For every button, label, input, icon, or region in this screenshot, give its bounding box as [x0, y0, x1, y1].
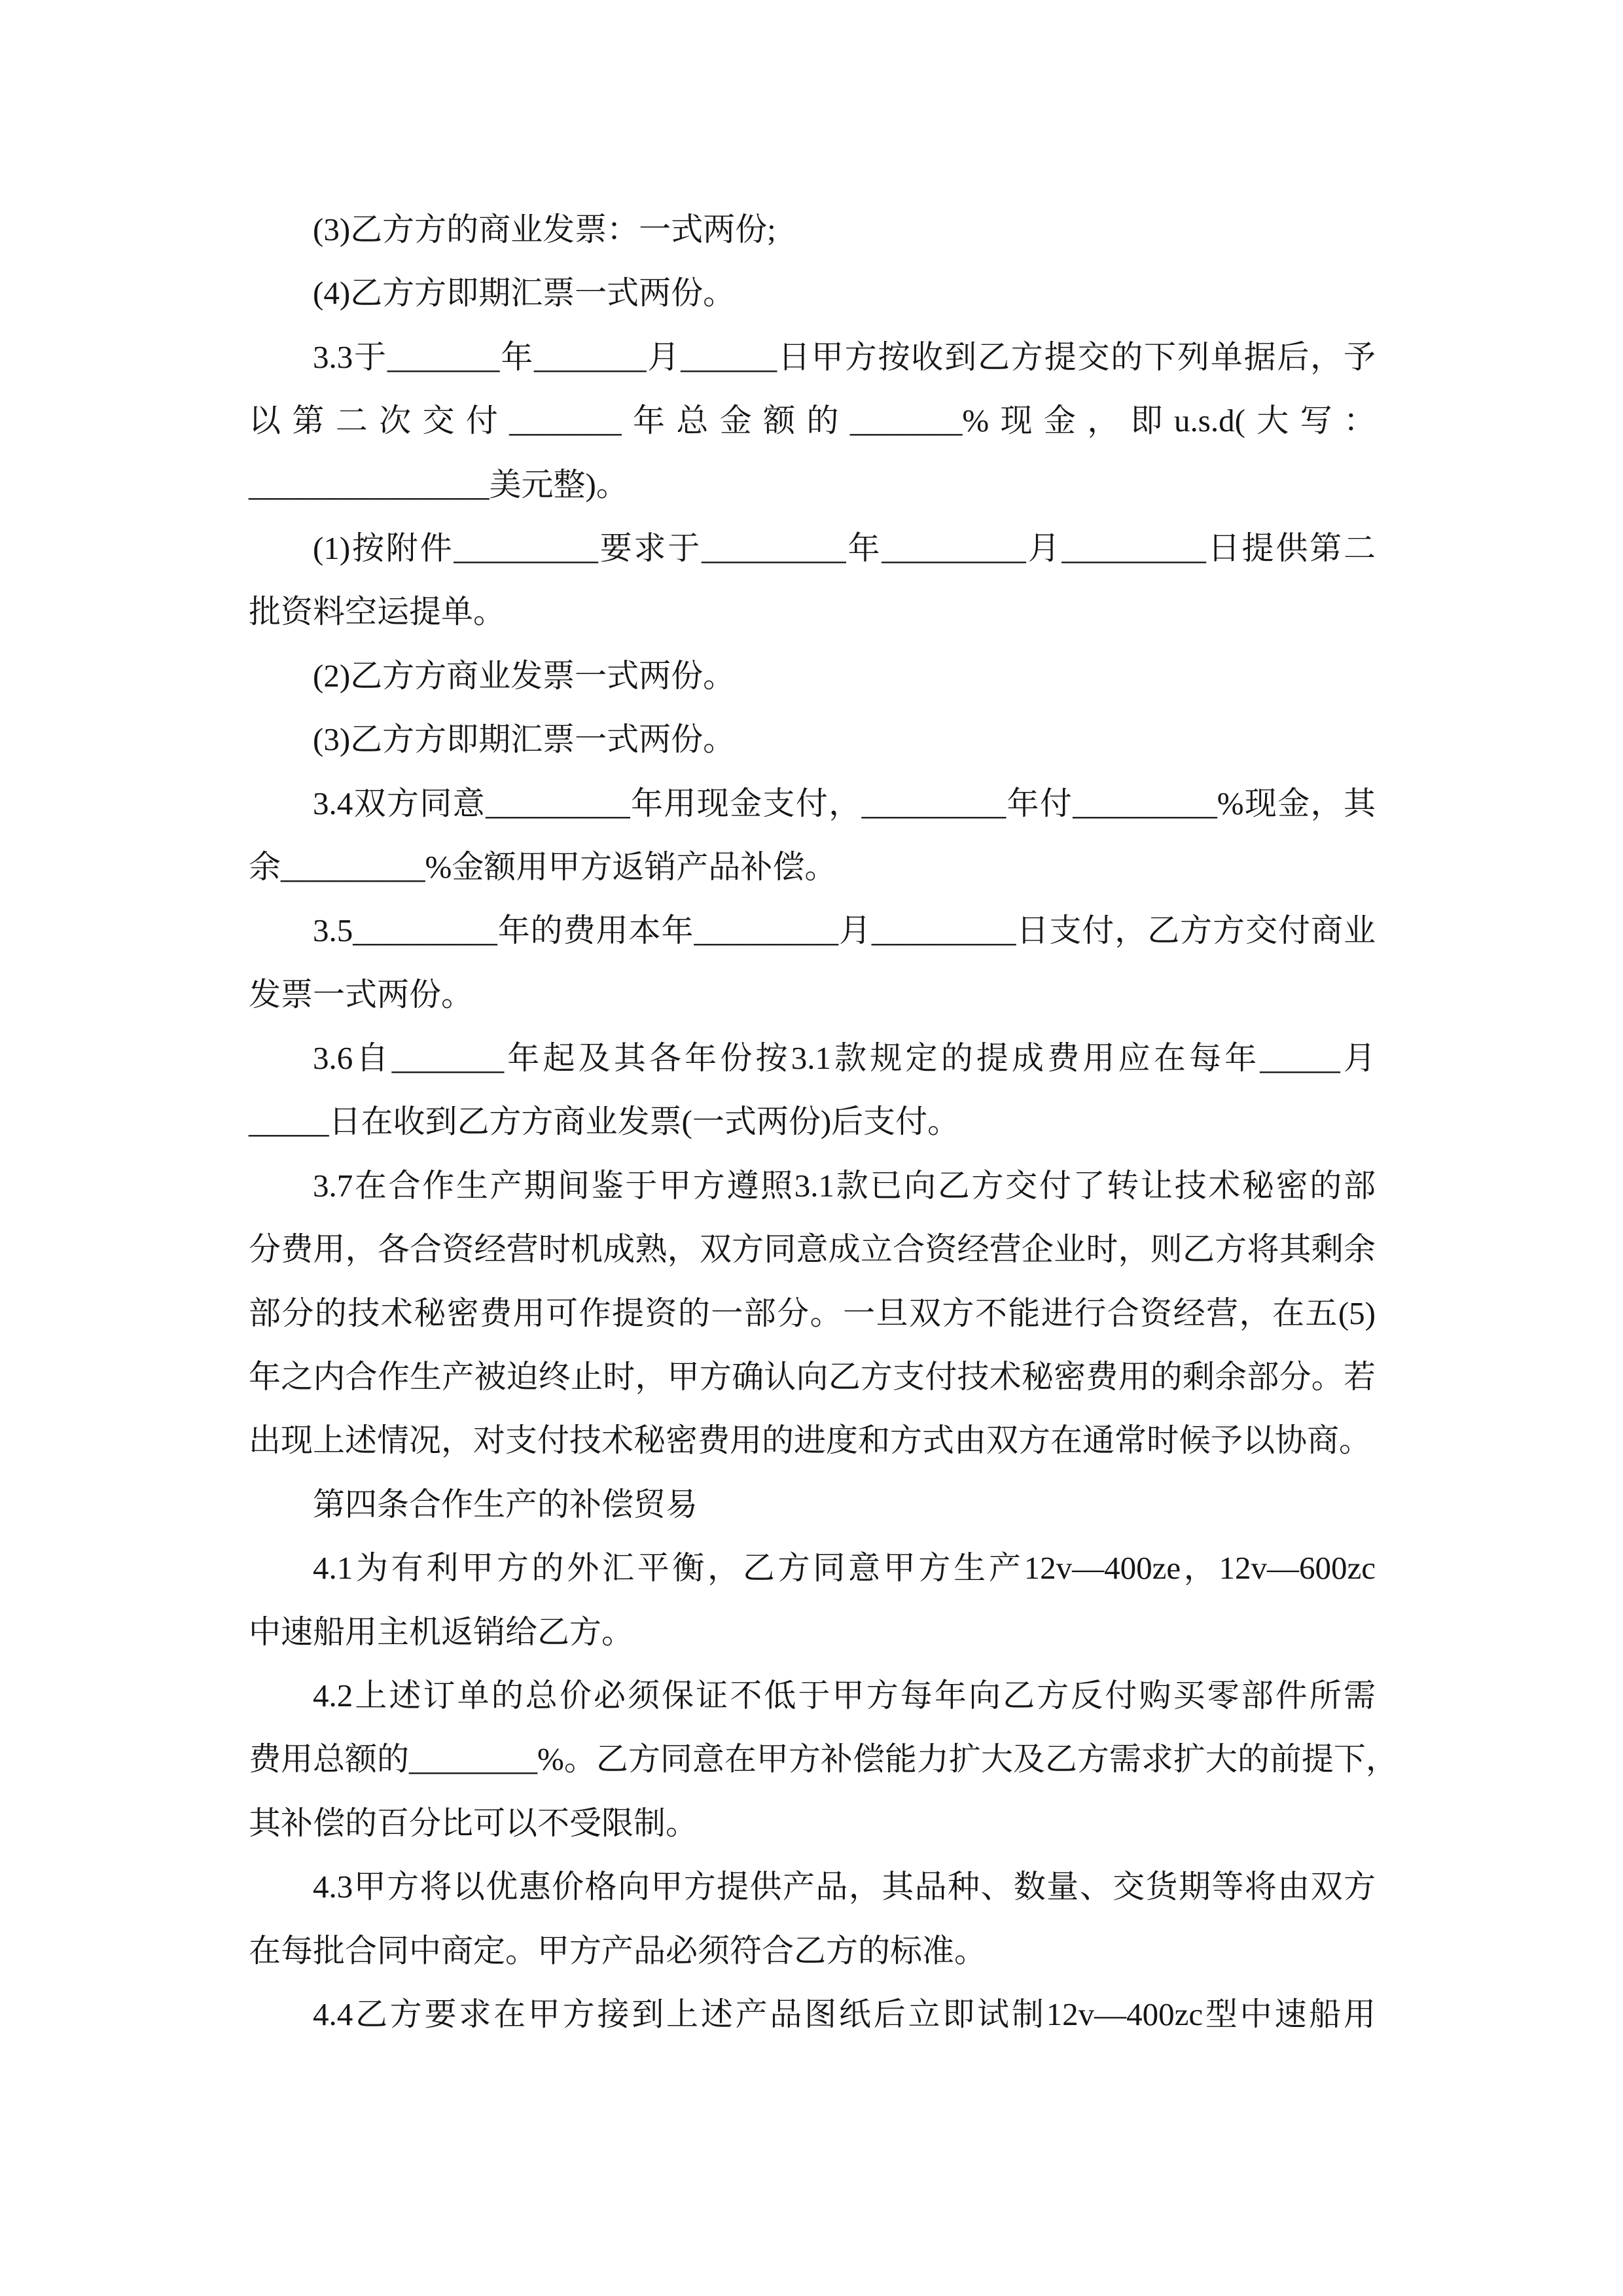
text-line: _______________美元整)。	[249, 466, 628, 503]
paragraph-3-5	[249, 899, 1376, 1026]
text-line: 出现上述情况，对支付技术秘密费用的进度和方式由双方在通常时候予以协商。	[249, 1422, 1372, 1459]
text-line: 4.1为有利甲方的外汇平衡，乙方同意甲方生产12v—400ze，12v—600zc	[313, 1550, 1376, 1587]
text-line: (2)乙方方商业发票一式两份。	[313, 657, 736, 694]
text-line: (4)乙方方即期汇票一式两份。	[313, 275, 736, 312]
text-line: 3.3于_______年_______月______日甲方按收到乙方提交的下列单据后，予	[313, 338, 1376, 375]
section-heading: 第四条合作生产的补偿贸易	[313, 1486, 698, 1522]
text-line: 批资料空运提单。	[249, 594, 506, 630]
paragraph-3-3-item-2	[249, 644, 1376, 708]
paragraph-4-4	[249, 1982, 1376, 2046]
paragraph-3-3-item-1	[249, 516, 1376, 644]
text-line: 部分的技术秘密费用可作提资的一部分。一旦双方不能进行合资经营，在五(5)	[249, 1295, 1376, 1331]
text-line: (3)乙方方的商业发票：一式两份;	[313, 211, 776, 247]
text-line: 4.2上述订单的总价必须保证不低于甲方每年向乙方反付购买零部件所需	[313, 1677, 1376, 1713]
text-line: (1)按附件_________要求于_________年_________月_________日提供第二	[313, 529, 1376, 566]
text-line: 中速船用主机返销给乙方。	[249, 1613, 634, 1650]
paragraph-4-1	[249, 1536, 1376, 1664]
text-line: 3.6自_______年起及其各年份按3.1款规定的提成费用应在每年_____月	[313, 1040, 1376, 1077]
paragraph-4-3	[249, 1855, 1376, 1982]
text-line: 费用总额的________%。乙方同意在甲方补偿能力扩大及乙方需求扩大的前提下，	[249, 1741, 1398, 1778]
text-line: 4.3甲方将以优惠价格向甲方提供产品，其品种、数量、交货期等将由双方	[313, 1869, 1376, 1905]
paragraph-4-2	[249, 1664, 1398, 1855]
text-line: (3)乙方方即期汇票一式两份。	[313, 721, 736, 758]
paragraph-3-2-item-4	[249, 261, 1376, 325]
text-line: 4.4乙方要求在甲方接到上述产品图纸后立即试制12v—400zc型中速船用	[313, 1996, 1376, 2032]
text-line: 年之内合作生产被迫终止时，甲方确认向乙方支付技术秘密费用的剩余部分。若	[249, 1359, 1376, 1395]
text-line: 3.7在合作生产期间鉴于甲方遵照3.1款已向乙方交付了转让技术秘密的部	[313, 1167, 1376, 1204]
text-line: _____日在收到乙方方商业发票(一式两份)后支付。	[249, 1103, 960, 1140]
paragraph-3-3	[249, 325, 1376, 516]
text-line: 余_________%金额用甲方返销产品补偿。	[249, 848, 837, 885]
text-line: 其补偿的百分比可以不受限制。	[249, 1804, 698, 1841]
paragraph-3-6	[249, 1026, 1376, 1154]
paragraph-3-3-item-3	[249, 708, 1376, 771]
text-line: 3.4双方同意_________年用现金支付，_________年付_________%现金，其	[313, 785, 1376, 821]
section-heading-article-4	[249, 1473, 1376, 1536]
text-line: 分费用，各合资经营时机成熟，双方同意成立合资经营企业时，则乙方将其剩余	[249, 1231, 1376, 1268]
document-body	[249, 198, 1398, 2046]
text-line: 以第二次交付_______年总金额的_______%现金，即u.s.d(大写：	[249, 403, 1376, 439]
paragraph-3-7	[249, 1154, 1376, 1473]
paragraph-3-2-item-3	[249, 198, 1376, 261]
paragraph-3-4	[249, 772, 1376, 899]
text-line: 3.5_________年的费用本年_________月_________日支付，乙方方交付商业	[313, 912, 1376, 949]
text-line: 发票一式两份。	[249, 976, 474, 1013]
text-line: 在每批合同中商定。甲方产品必须符合乙方的标准。	[249, 1932, 987, 1969]
